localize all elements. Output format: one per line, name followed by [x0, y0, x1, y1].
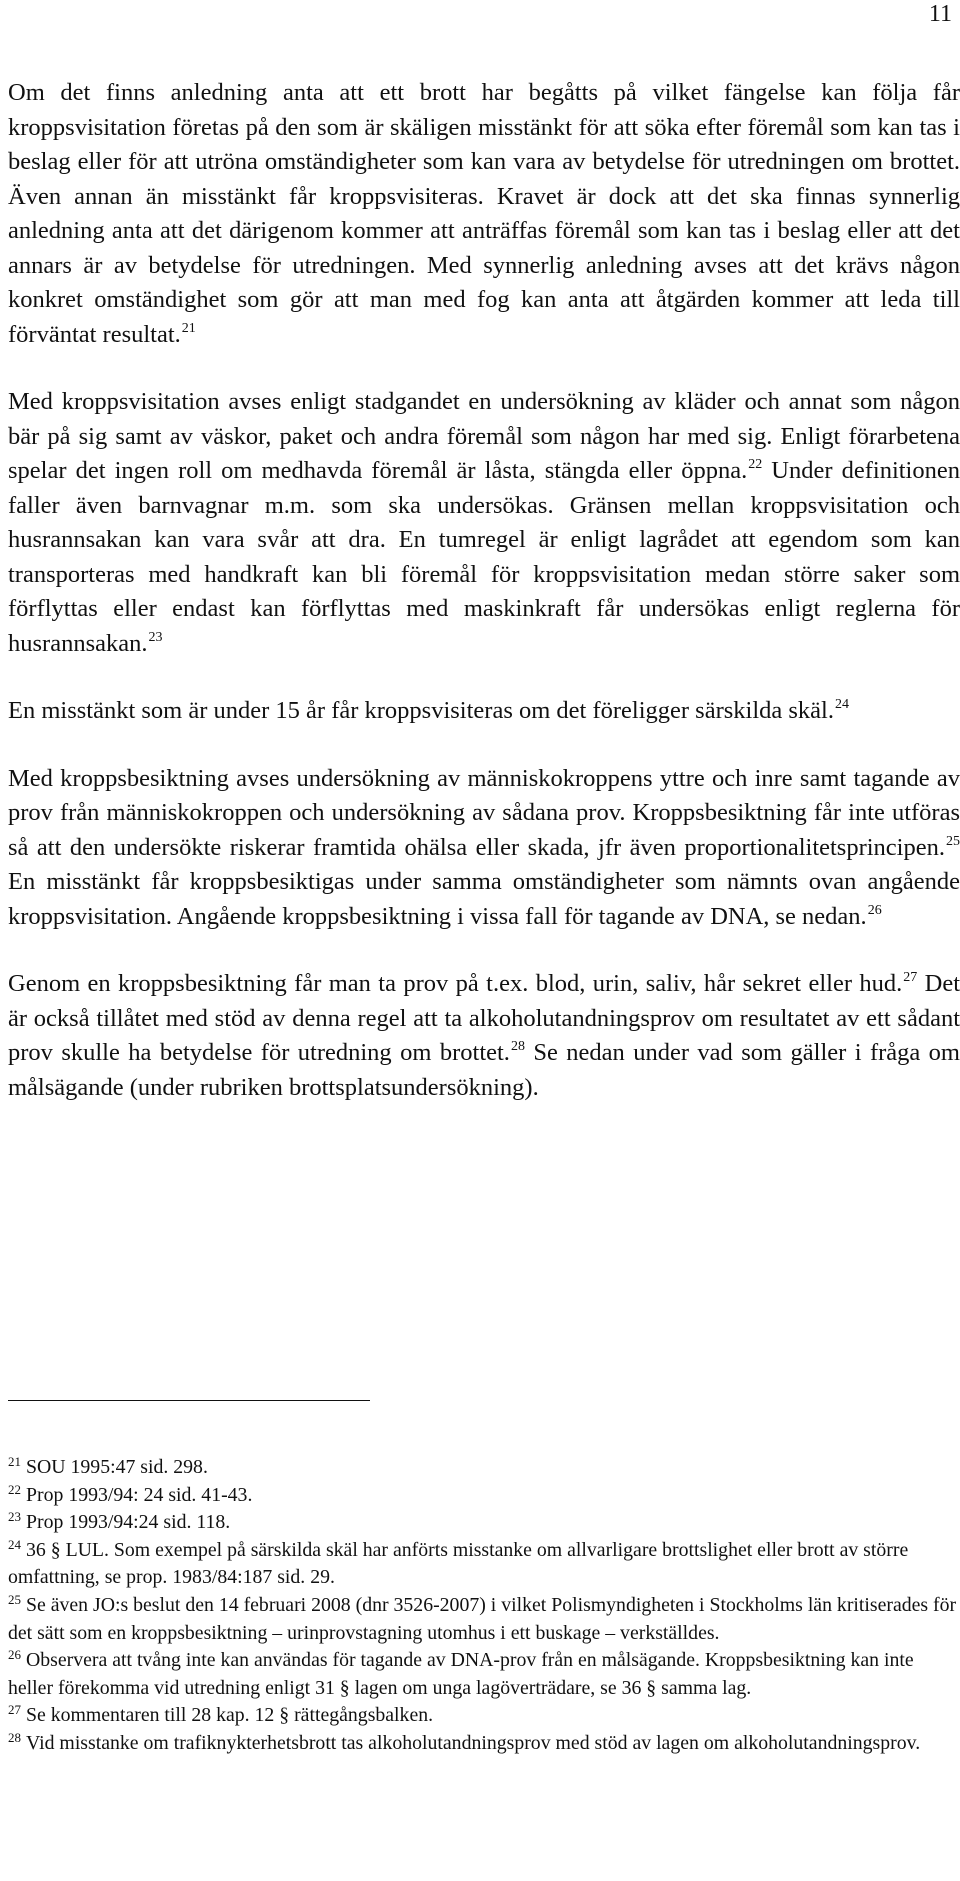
footnote-number: 25: [8, 1591, 21, 1607]
footnotes: [8, 1454, 958, 1758]
footnote-text: Prop 1993/94: 24 sid. 41-43.: [26, 1483, 253, 1506]
footnote-number: 22: [8, 1481, 21, 1497]
footnote-divider: [8, 1400, 370, 1401]
footnote-number: 21: [8, 1454, 21, 1469]
paragraph-text: Det är också tillåtet med stöd av denna regel att ta alkoholutandningsprov om resultatet av ett sådant prov skulle ha betydelse för utredning om brottet.: [8, 970, 960, 1066]
footnote-text: Se även JO:s beslut den 14 februari 2008 (dnr 3526-2007) i vilket Polismyndigheten i Stockholms län kritiserades för det sätt som en kroppsbesiktning – urinprovstagning utomhus i ett buskage – verkställdes.: [8, 1593, 957, 1644]
footnote-21: [8, 1454, 958, 1482]
paragraph-text: Med kroppsvisitation avses enligt stadgandet en undersökning av kläder och annat som någon bär på sig samt av väskor, paket och andra föremål som någon har med sig. Enligt förarbetena spelar det ingen roll om medhavda föremål är låsta, stängda eller öppna.: [8, 388, 960, 484]
footnote-reference[interactable]: 25: [946, 833, 960, 849]
paragraph-text: Se nedan under vad som gäller i fråga om målsägande (under rubriken brottsplatsundersökning).: [8, 1039, 960, 1101]
footnote-reference[interactable]: 26: [867, 902, 882, 918]
paragraph-text: Genom en kroppsbesiktning får man ta prov på t.ex. blod, urin, saliv, hår sekret eller hud.: [8, 970, 903, 997]
footnote-22: [8, 1482, 958, 1510]
footnote-reference[interactable]: 28: [510, 1039, 525, 1054]
body-text: [8, 76, 960, 1138]
paragraph-text: Om det finns anledning anta att ett brott har begåtts på vilket fängelse kan följa får kroppsvisitation företas på den som är skäligen misstänkt för att söka efter föremål som kan tas i beslag eller för att utröna omständigheter som kan vara av betydelse för utredningen om brottet. Även annan än misstänkt får kroppsvisiteras. Kravet är dock att det ska finnas synnerlig anledning anta att det därigenom kommer att anträffas föremål som kan tas i beslag eller att det annars är av betydelse för utredningen. Med synnerlig anledning avses att det krävs någon konkret omständighet som gör att man med fog kan anta att åtgärden kommer att leda till förväntat resultat.: [8, 79, 960, 348]
footnote-23: [8, 1509, 958, 1537]
footnote-text: Se kommentaren till 28 kap. 12 § rättegångsbalken.: [26, 1704, 434, 1727]
footnote-27: [8, 1702, 958, 1730]
footnote-25: [8, 1592, 958, 1647]
footnote-reference[interactable]: 22: [748, 457, 763, 472]
footnote-text: Vid misstanke om trafiknykterhetsbrott tas alkoholutandningsprov med stöd av lagen om alkoholutandningsprov.: [26, 1731, 921, 1754]
footnote-reference[interactable]: 21: [181, 320, 196, 336]
paragraph-1: [8, 76, 960, 352]
footnote-text: Prop 1993/94:24 sid. 118.: [26, 1511, 231, 1534]
paragraph-2: [8, 385, 960, 661]
footnote-reference[interactable]: 24: [835, 697, 849, 712]
footnote-number: 24: [8, 1536, 21, 1552]
footnote-text: Observera att tvång inte kan användas för tagande av DNA-prov från en målsägande. Kroppsbesiktning kan inte heller förekomma vid utredning enligt 31 § lagen om unga lagöverträdare, se 36 § samma lag.: [8, 1649, 914, 1699]
footnote-24: [8, 1537, 958, 1592]
paragraph-5: [8, 967, 960, 1105]
footnote-number: 26: [8, 1647, 21, 1663]
paragraph-text: Med kroppsbesiktning avses undersökning av människokroppens yttre och inre samt tagande av prov från människokroppen och undersökning av sådana prov. Kroppsbesiktning får inte utföras så att den undersökte riskerar framtida ohälsa eller skada, jfr även proportionalitetsprincipen.: [8, 764, 960, 861]
paragraph-text: Under definitionen faller även barnvagnar m.m. som ska undersökas. Gränsen mellan kroppsvisitation och husrannsakan kan vara svår att dra. En tumregel är enligt lagrådet att egendom som kan transporteras med handkraft kan bli föremål för kroppsvisitation medan större saker som förflyttas eller endast kan förflyttas med maskinkraft får undersökas enligt reglerna för husrannsakan.: [8, 457, 960, 657]
footnote-text: SOU 1995:47 sid. 298.: [26, 1456, 208, 1478]
footnote-number: 23: [8, 1509, 21, 1525]
footnote-text: 36 § LUL. Som exempel på särskilda skäl har anförts misstanke om allvarligare brottslighet eller brott av större omfattning, se prop. 1983/84:187 sid. 29.: [8, 1538, 909, 1589]
footnote-reference[interactable]: 23: [148, 629, 163, 645]
paragraph-text: En misstänkt som är under 15 år får kroppsvisiteras om det föreligger särskilda skäl.: [8, 697, 834, 724]
footnote-reference[interactable]: 27: [903, 970, 918, 985]
footnote-28: [8, 1730, 958, 1758]
paragraph-3: [8, 694, 960, 729]
footnote-26: [8, 1647, 958, 1702]
footnote-number: 28: [8, 1729, 21, 1745]
footnote-number: 27: [8, 1702, 21, 1718]
paragraph-4: [8, 762, 960, 935]
paragraph-text: En misstänkt får kroppsbesiktigas under samma omständigheter som nämnts ovan angående kroppsvisitation. Angående kroppsbesiktning i vissa fall för tagande av DNA, se nedan.: [8, 868, 960, 930]
page-number: 11: [928, 1, 952, 27]
